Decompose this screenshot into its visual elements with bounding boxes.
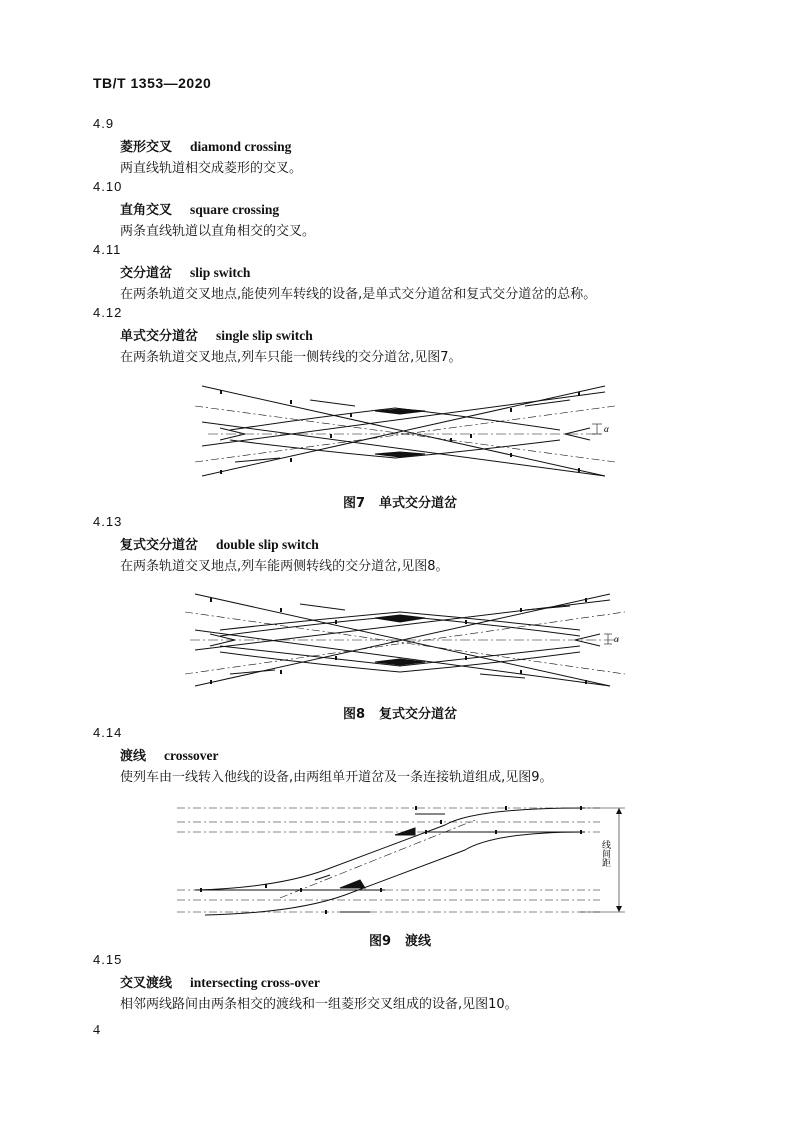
term-definition: 两条直线轨道以直角相交的交叉。 xyxy=(120,224,316,239)
clause-number: 4.10 xyxy=(93,179,123,194)
term-en: double slip switch xyxy=(216,537,319,552)
angle-label: α xyxy=(614,634,619,644)
document-code: TB/T 1353—2020 xyxy=(93,75,212,91)
term-definition: 使列车由一线转入他线的设备,由两组单开道岔及一条连接轨道组成,见图9。 xyxy=(120,770,553,785)
clause-number: 4.11 xyxy=(93,242,122,257)
figure-7-single-slip-switch xyxy=(190,378,620,490)
term-cn: 复式交分道岔 xyxy=(120,538,199,553)
clause-number: 4.9 xyxy=(93,116,115,131)
term-heading xyxy=(120,325,313,344)
figure-9-crossover xyxy=(175,800,635,925)
clause-number: 4.13 xyxy=(93,514,123,529)
term-en: crossover xyxy=(164,748,219,763)
page-number: 4 xyxy=(93,1023,100,1038)
term-en: intersecting cross-over xyxy=(190,975,320,990)
clause-number: 4.12 xyxy=(93,305,123,320)
term-definition: 相邻两线路间由两条相交的渡线和一组菱形交叉组成的设备,见图10。 xyxy=(120,997,518,1012)
term-heading xyxy=(120,136,291,155)
figure-caption xyxy=(0,930,800,949)
term-cn: 交叉渡线 xyxy=(120,976,173,991)
term-en: single slip switch xyxy=(216,328,313,343)
figure-8-double-slip-switch xyxy=(180,590,630,700)
term-cn: 交分道岔 xyxy=(120,266,173,281)
figure-number: 图7 xyxy=(342,496,366,511)
term-cn: 菱形交叉 xyxy=(120,140,173,155)
figure-number: 图8 xyxy=(342,707,366,722)
term-en: square crossing xyxy=(190,202,280,217)
term-heading xyxy=(120,534,319,553)
track-spacing-label: 线间距 xyxy=(600,840,610,867)
figure-title: 单式交分道岔 xyxy=(379,496,458,511)
figure-title: 渡线 xyxy=(405,934,432,949)
term-cn: 单式交分道岔 xyxy=(120,329,199,344)
term-en: diamond crossing xyxy=(190,139,292,154)
term-en: slip switch xyxy=(190,265,251,280)
figure-caption xyxy=(0,703,800,722)
figure-number: 图9 xyxy=(368,934,392,949)
angle-label: α xyxy=(604,424,609,434)
term-definition: 两直线轨道相交成菱形的交叉。 xyxy=(120,161,303,176)
figure-title: 复式交分道岔 xyxy=(379,707,458,722)
term-definition: 在两条轨道交叉地点,列车只能一侧转线的交分道岔,见图7。 xyxy=(120,350,462,365)
clause-number: 4.14 xyxy=(93,725,123,740)
term-definition: 在两条轨道交叉地点,列车能两侧转线的交分道岔,见图8。 xyxy=(120,559,449,574)
term-definition: 在两条轨道交叉地点,能使列车转线的设备,是单式交分道岔和复式交分道岔的总称。 xyxy=(120,287,597,302)
term-heading xyxy=(120,745,219,764)
figure-caption xyxy=(0,492,800,511)
term-heading xyxy=(120,262,250,281)
term-cn: 渡线 xyxy=(120,749,147,764)
term-heading xyxy=(120,199,279,218)
term-cn: 直角交叉 xyxy=(120,203,173,218)
term-heading xyxy=(120,972,320,991)
clause-number: 4.15 xyxy=(93,952,123,967)
